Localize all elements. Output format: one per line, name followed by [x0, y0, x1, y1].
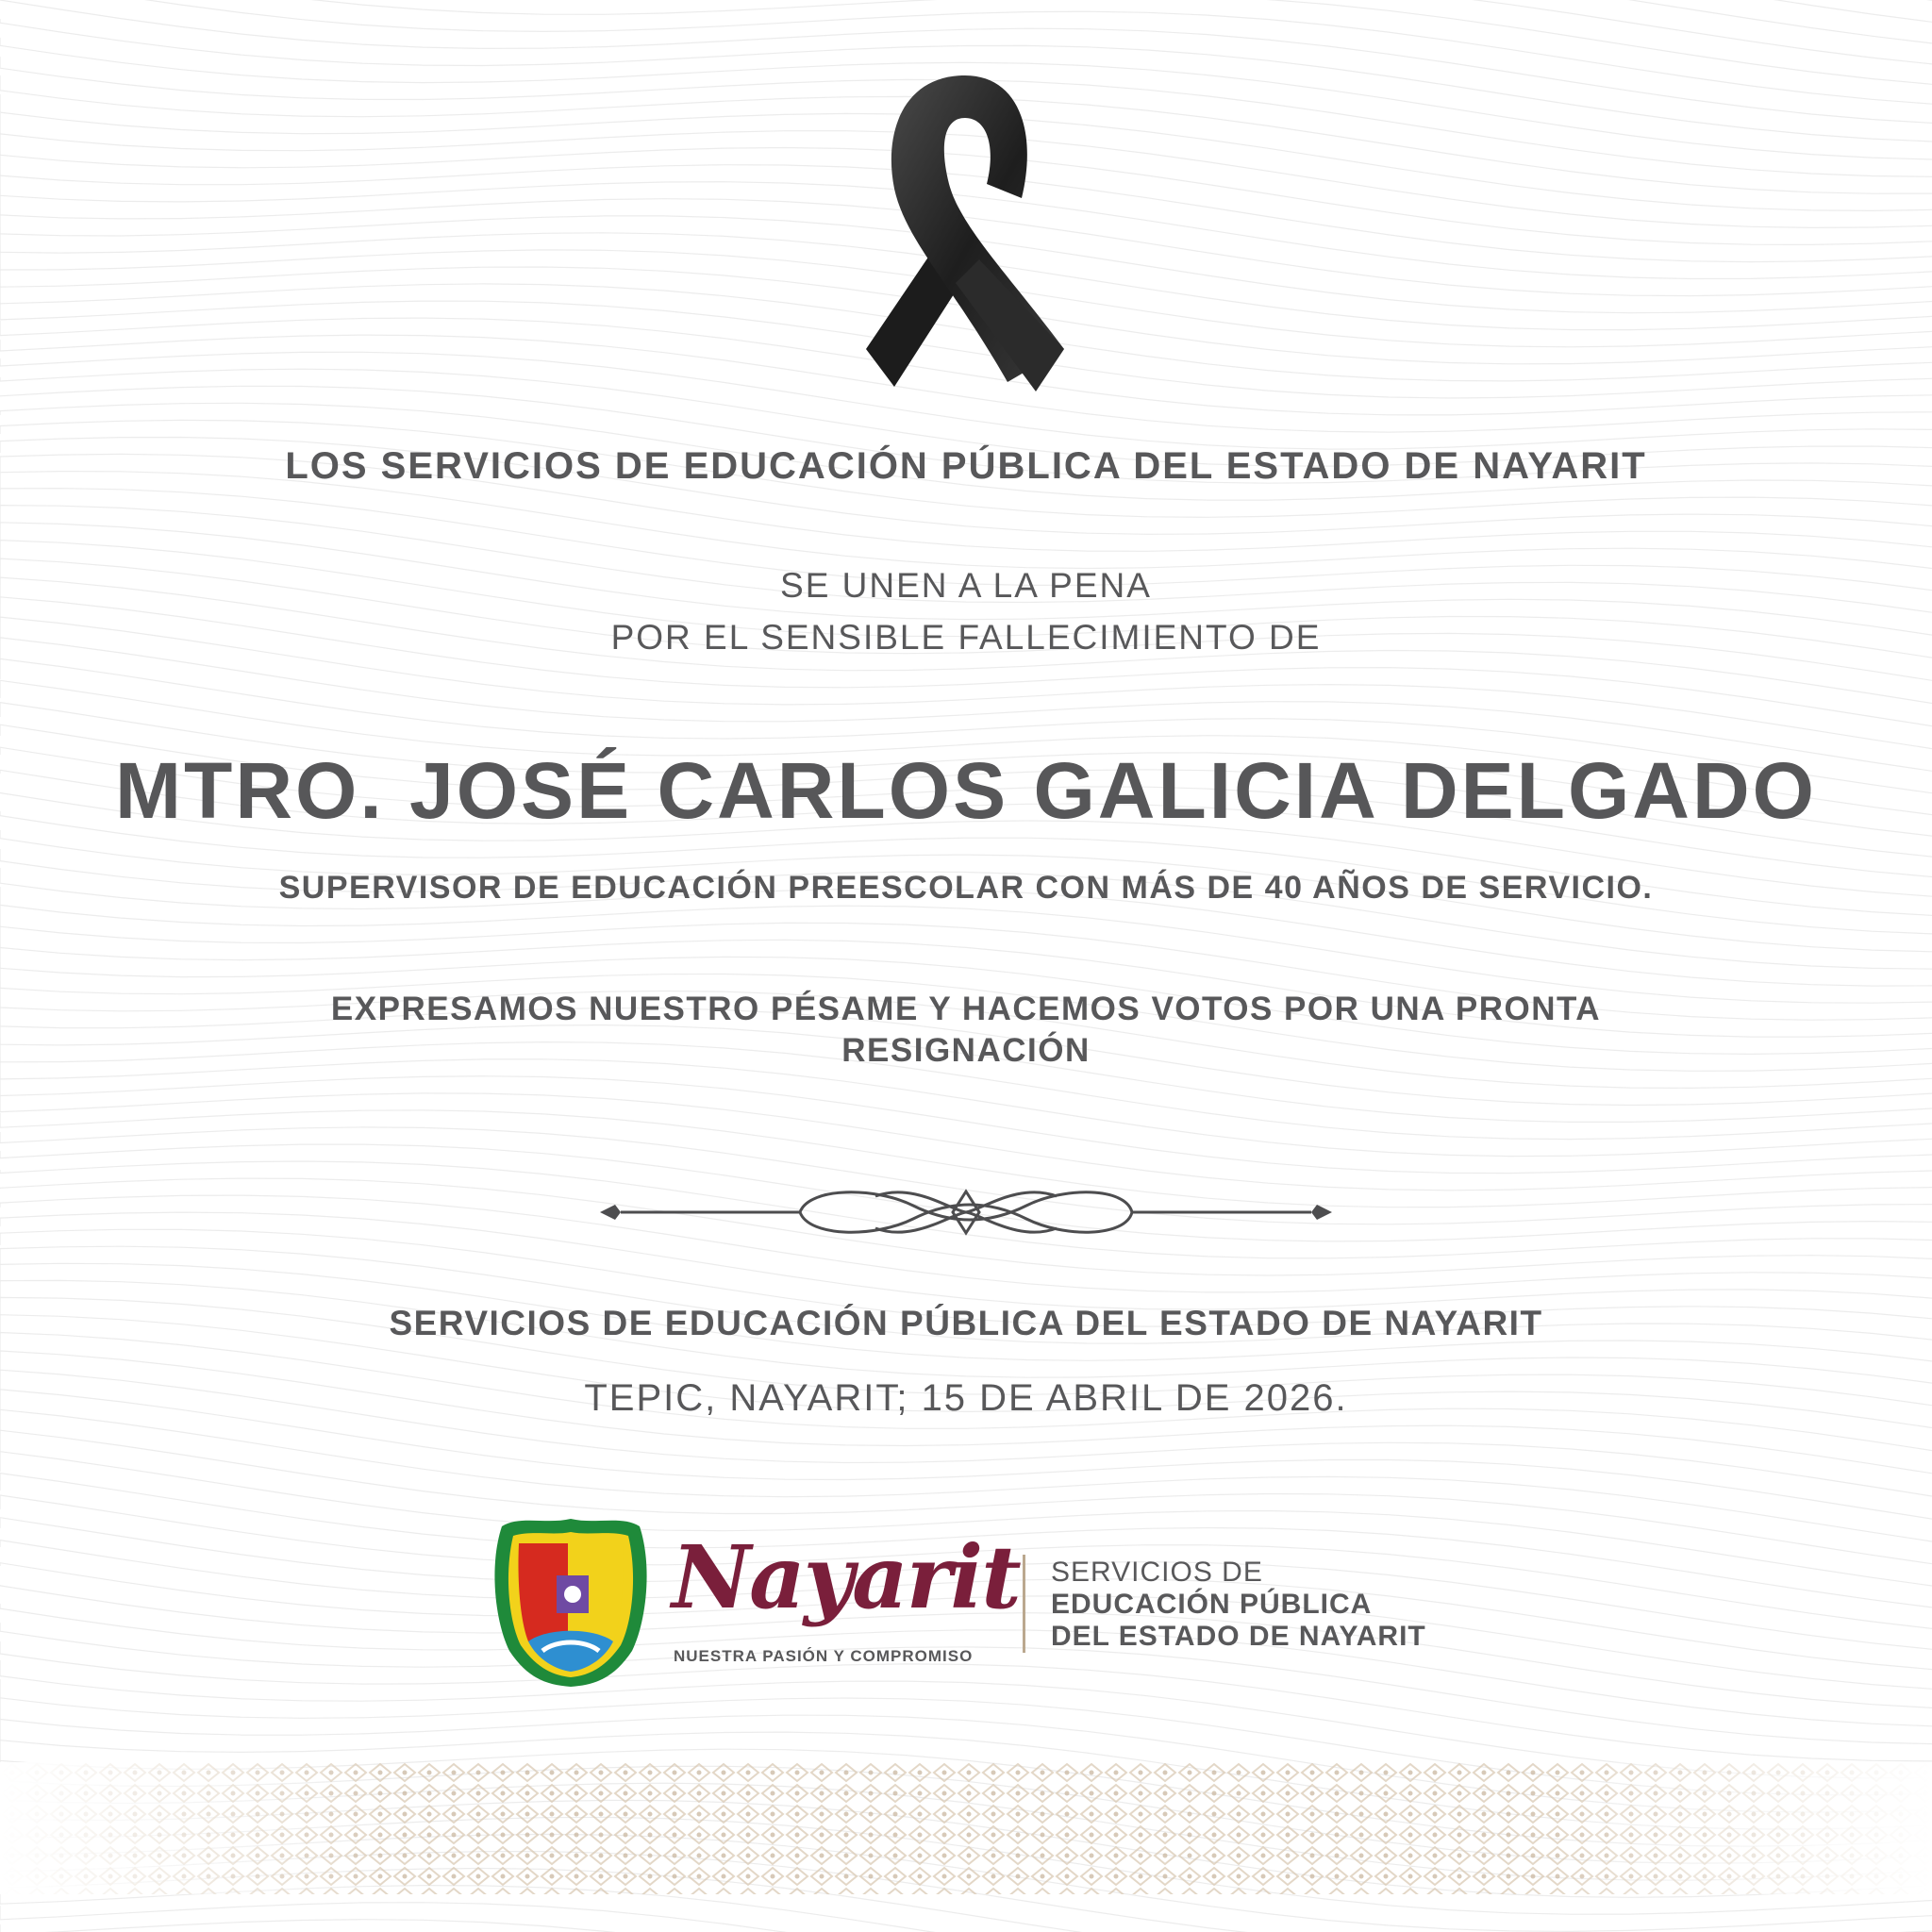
deceased-name: MTRO. JOSÉ CARLOS GALICIA DELGADO: [115, 746, 1817, 835]
join-line-2: POR EL SENSIBLE FALLECIMIENTO DE: [610, 618, 1322, 657]
place-date-text: TEPIC, NAYARIT; 15 DE ABRIL DE 2026.: [584, 1377, 1348, 1419]
mourning-ribbon-icon: [838, 66, 1092, 406]
condolence-text: EXPRESAMOS NUESTRO PÉSAME Y HACEMOS VOTOS POR UNA PRONTA RESIGNACIÓN: [330, 991, 1602, 1069]
ornamental-divider-icon: [592, 1177, 1340, 1262]
org-name-block: [1051, 1557, 1426, 1653]
decorative-footer-pattern: [0, 1762, 1932, 1894]
signature-text: SERVICIOS DE EDUCACIÓN PÚBLICA DEL ESTADO DE NAYARIT: [389, 1304, 1543, 1342]
deceased-role: SUPERVISOR DE EDUCACIÓN PREESCOLAR CON MÁS DE 40 AÑOS DE SERVICIO.: [278, 870, 1654, 906]
org-line-3: DEL ESTADO DE NAYARIT: [1051, 1621, 1426, 1652]
logo-strip: [491, 1509, 1453, 1698]
logo-divider: [1023, 1555, 1025, 1653]
nayarit-brand-logo: Nayarit: [672, 1526, 1020, 1628]
org-line-1: SERVICIOS DE: [1051, 1557, 1263, 1588]
brand-tagline: NUESTRA PASIÓN Y COMPROMISO: [674, 1647, 974, 1665]
header-text: LOS SERVICIOS DE EDUCACIÓN PÚBLICA DEL ESTADO DE NAYARIT: [285, 445, 1647, 487]
org-line-2: EDUCACIÓN PÚBLICA: [1051, 1589, 1373, 1620]
join-line-1: SE UNEN A LA PENA: [780, 566, 1152, 605]
nayarit-coat-of-arms: [491, 1509, 651, 1689]
